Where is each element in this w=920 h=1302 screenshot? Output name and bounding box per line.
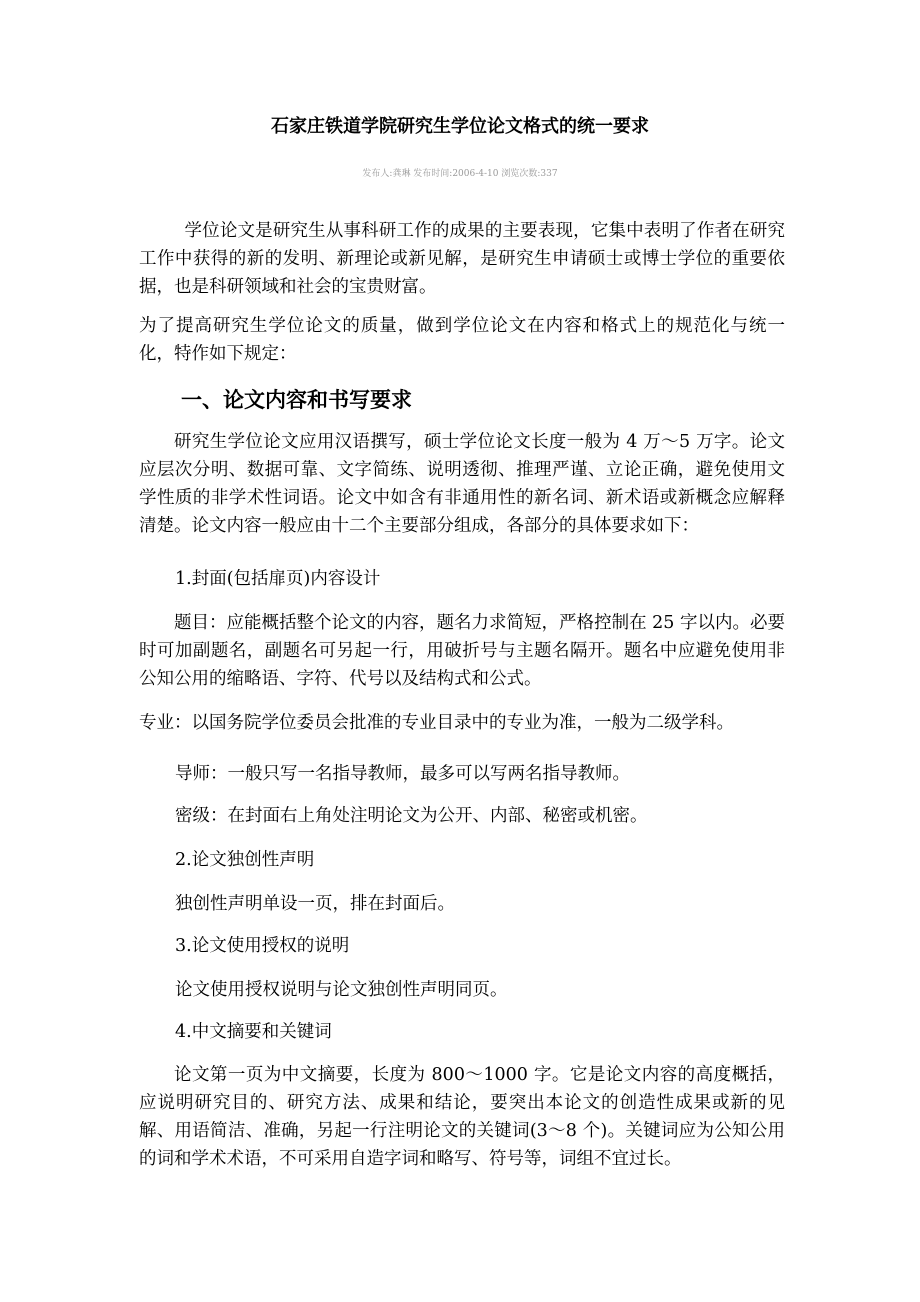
item1-major: 专业：以国务院学位委员会批准的专业目录中的专业为准，一般为二级学科。: [139, 713, 734, 733]
item4-heading: 4.中文摘要和关键词: [175, 1022, 332, 1042]
intro-paragraph-2: 为了提高研究生学位论文的质量，做到学位论文在内容和格式上的规范化与统一化，特作如下规定：: [139, 316, 785, 364]
item1-advisor: 导师：一般只写一名指导教师，最多可以写两名指导教师。: [175, 764, 630, 784]
item3-text: 论文使用授权说明与论文独创性声明同页。: [175, 980, 508, 1000]
item2-text: 独创性声明单设一页，排在封面后。: [175, 894, 455, 914]
item2-heading: 2.论文独创性声明: [175, 850, 315, 870]
document-title: 石家庄铁道学院研究生学位论文格式的统一要求: [271, 116, 649, 137]
publish-meta: 发布人:龚琳 发布时间:2006-4-10 浏览次数:337: [362, 169, 558, 179]
item3-heading: 3.论文使用授权的说明: [175, 936, 350, 956]
item1-heading: 1.封面(包括扉页)内容设计: [175, 569, 381, 589]
section1-paragraph: 研究生学位论文应用汉语撰写，硕士学位论文长度一般为 4 万～5 万字。论文应层次分明、数据可靠、文字简练、说明透彻、推理严谨、立论正确，避免使用文学性质的非学术性词语。论文中如含有非通用性的新名词、新术语或新概念应解释清楚。论文内容一般应由十二个主要部分组成，各部分的具体要求如下：: [139, 432, 785, 536]
item1-secrecy: 密级：在封面右上角处注明论文为公开、内部、秘密或机密。: [175, 806, 648, 826]
item4-text: 论文第一页为中文摘要，长度为 800～1000 字。它是论文内容的高度概括，应说明研究目的、研究方法、成果和结论，要突出本论文的创造性成果或新的见解、用语简洁、准确，另起一行注明论文的关键词(3～8 个)。关键词应为公知公用的词和学术术语，不可采用自造字词和略写、符号等，词组不宜过长。: [139, 1065, 785, 1169]
intro-paragraph-1: 学位论文是研究生从事科研工作的成果的主要表现，它集中表明了作者在研究工作中获得的新的发明、新理论或新见解，是研究生申请硕士或博士学位的重要依据，也是科研领域和社会的宝贵财富。: [139, 221, 785, 297]
section-heading-1: 一、论文内容和书写要求: [181, 387, 412, 412]
item1-title-requirement: 题目：应能概括整个论文的内容，题名力求简短，严格控制在 25 字以内。必要时可加副题名，副题名可另起一行，用破折号与主题名隔开。题名中应避免使用非公知公用的缩略语、字符、代号以及结构式和公式。: [139, 613, 785, 689]
